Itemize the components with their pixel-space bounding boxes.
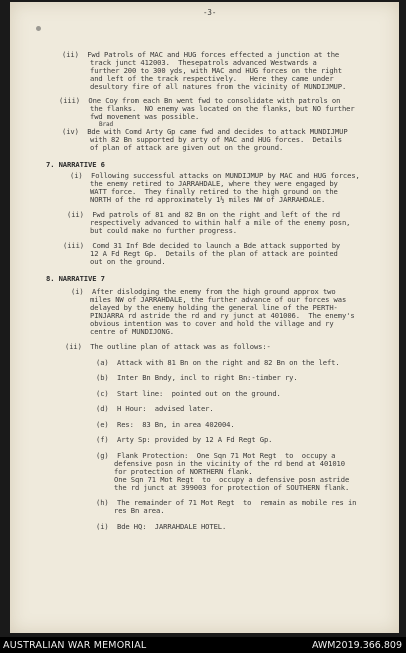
text-line: (i) Following successful attacks on MUNDIJMUP by MAC and HUG forces,	[70, 171, 360, 180]
text-line: 12 A Fd Regt Gp. Details of the plan of attack are pointed	[90, 249, 338, 258]
text-line: and left of the track respectively. Here they came under	[90, 74, 334, 83]
text-line: One Sqn 71 Mot Regt to occupy a defensive posn astride	[114, 475, 350, 484]
section-heading: 7. NARRATIVE 6	[46, 160, 105, 169]
text-line: WATT force. They finally retired to the high ground on the	[90, 187, 338, 196]
text-line: delayed by the enemy holding the general line of the PERTH-	[90, 303, 338, 312]
text-line: (iii) One Coy from each Bn went fwd to consolidate with patrols on	[59, 96, 341, 105]
text-line: PINJARRA rd astride the rd and ry junct at 401006. The enemy's	[90, 311, 355, 320]
text-line: track junct 412003. Thesepatrols advanced Westwards a	[90, 58, 317, 67]
footer-accession-number: AWM2019.366.809	[311, 640, 402, 651]
text-line: fwd movement was possible.	[90, 112, 200, 121]
text-line: (d) H Hour: advised later.	[96, 404, 214, 413]
text-line: (b) Inter Bn Bndy, incl to right Bn:-timber ry.	[96, 373, 298, 382]
text-line: (ii) Fwd patrols of 81 and 82 Bn on the right and left of the rd	[67, 210, 340, 219]
text-line: (a) Attack with 81 Bn on the right and 82 Bn on the left.	[96, 358, 340, 367]
section-heading: 8. NARRATIVE 7	[46, 274, 105, 283]
footer-bar	[0, 637, 406, 653]
text-line: further 200 to 300 yds, with MAC and HUG forces on the right	[90, 66, 342, 75]
text-line: the rd junct at 399003 for protection of SOUTHERN flank.	[114, 483, 350, 492]
text-line: (i) Bde HQ: JARRAHDALE HOTEL.	[96, 522, 227, 531]
punch-hole-mark	[36, 26, 41, 31]
text-line: (f) Arty Sp: provided by 12 A Fd Regt Gp.	[96, 435, 273, 444]
text-line: out on the ground.	[90, 257, 166, 266]
text-line: obvious intention was to cover and hold the village and ry	[90, 319, 334, 328]
text-line: (iv) Bde with Comd Arty Gp came fwd and decides to attack MUNDIJMUP	[62, 127, 348, 136]
text-line: (ii) The outline plan of attack was as follows:-	[65, 342, 271, 351]
text-line: (ii) Fwd Patrols of MAC and HUG forces effected a junction at the	[62, 50, 340, 59]
text-line: (g) Flank Protection: One Sqn 71 Mot Regt to occupy a	[96, 451, 336, 460]
text-line: centre of MUNDIJONG.	[90, 327, 174, 336]
footer-institution: AUSTRALIAN WAR MEMORIAL	[3, 640, 147, 651]
text-line: miles NW of JARRAHDALE, the further advance of our forces was	[90, 295, 347, 304]
text-line: with 82 Bn supported by arty of MAC and HUG forces. Details	[90, 135, 342, 144]
page-number: -3-	[203, 8, 217, 17]
text-line: but could make no further progress.	[90, 226, 237, 235]
text-line: defensive posn in the vicinity of the rd bend at 401010	[114, 459, 345, 468]
text-line: (e) Res: 83 Bn, in area 402004.	[96, 420, 235, 429]
text-line: for protection of NORTHERN flank.	[114, 467, 253, 476]
document-page	[10, 2, 399, 633]
text-line: res Bn area.	[114, 506, 165, 515]
text-line: respectively advanced to within half a mile of the enemy posn,	[90, 218, 351, 227]
handwritten-note: Brad	[99, 121, 114, 128]
text-line: the enemy retired to JARRAHDALE, where they were engaged by	[90, 179, 338, 188]
text-line: the flanks. NO enemy was located on the flanks, but NO further	[90, 104, 355, 113]
text-line: (i) After dislodging the enemy from the high ground approx two	[71, 287, 336, 296]
text-line: (iii) Comd 31 Inf Bde decided to launch a Bde attack supported by	[63, 241, 341, 250]
text-line: desultory fire of all natures from the vicinity of MUNDIJMUP.	[90, 82, 347, 91]
text-line: of plan of attack are given out on the ground.	[90, 143, 284, 152]
text-line: (c) Start line: pointed out on the ground.	[96, 389, 281, 398]
text-line: (h) The remainder of 71 Mot Regt to remain as mobile res in	[96, 498, 357, 507]
text-line: NORTH of the rd approximately 1½ miles NW of JARRAHDALE.	[90, 195, 326, 204]
